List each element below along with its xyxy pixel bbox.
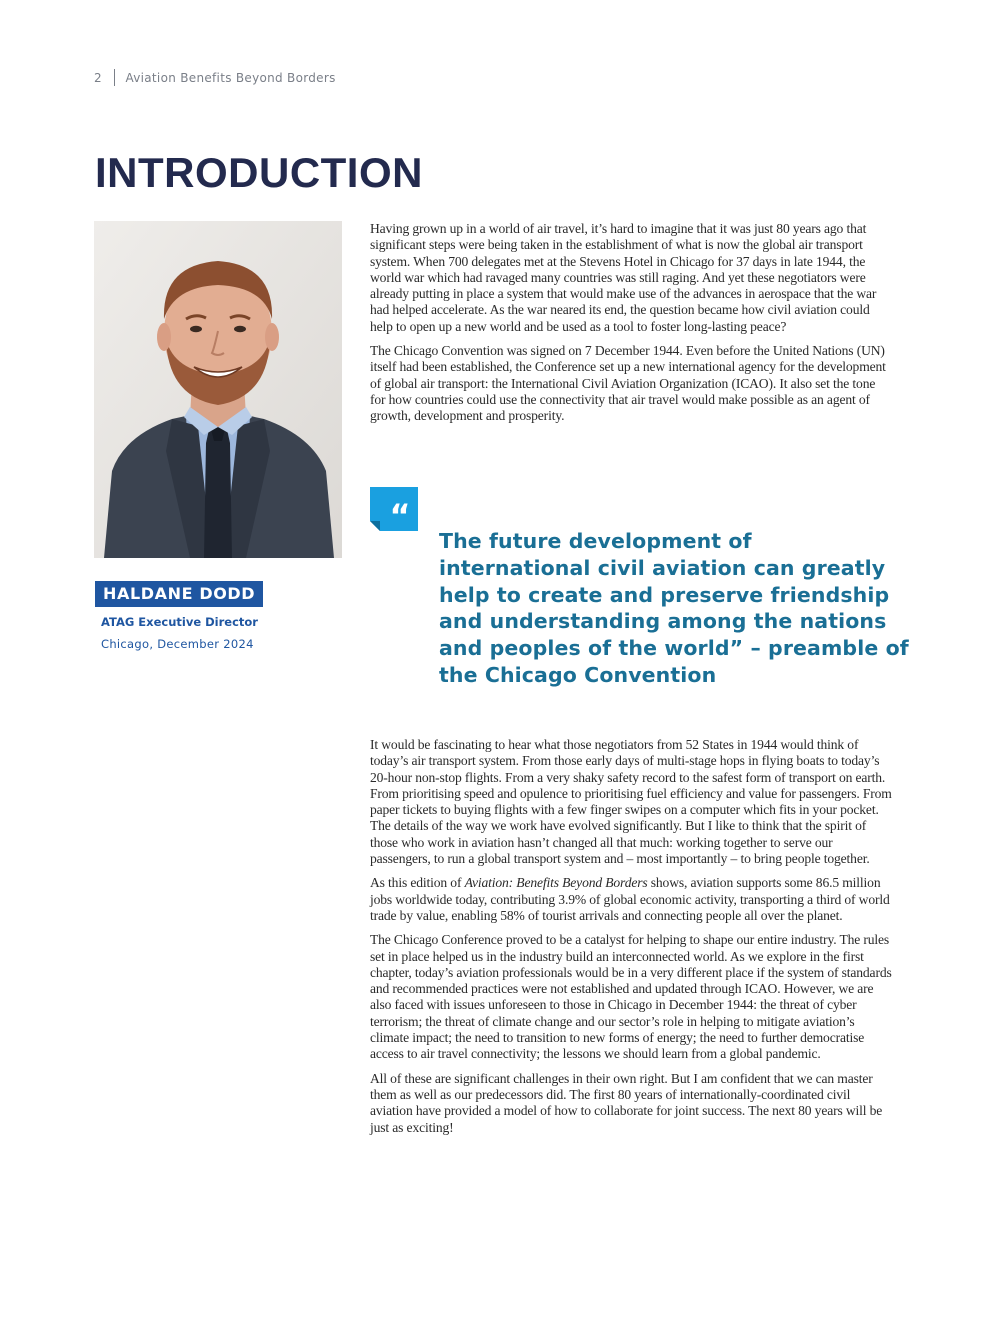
body-paragraph-2-lead: As this edition of [370, 875, 465, 891]
running-title: Aviation Benefits Beyond Borders [125, 70, 336, 85]
pull-quote: The future development of international civil aviation can greatly help to create and preserve friendship and understanding among the nations and peoples of the world” – preamble of the Chicago Convention [439, 529, 909, 687]
intro-paragraph-2: The Chicago Convention was signed on 7 December 1944. Even before the United Nations (UN) itself had been established, the Conference set up a new international agency for the development of global air transport: the International Civil Aviation Organization (ICAO). It also set the tone for how countries could use the connectivity that air travel would make possible as an agent of growth, development and prosperity. [370, 343, 886, 424]
body-paragraph-1: It would be fascinating to hear what those negotiators from 52 States in 1944 would think of today’s air transport system. From those early days of multi-stage hops in flying boats to today’s 20-hour non-stop flights. From a very shaky safety record to the safest form of transport on earth. From prioritising speed and opulence to prioritising fuel efficiency and value for passengers. From paper tickets to buying flights with a few finger swipes on a computer which fits in your pocket. The details of the way we work have evolved significantly. But I like to think that the spirit of those who work in aviation hasn’t changed all that much: working together to serve our passengers, to run a global transport system and – most importantly – to bring people together. [370, 737, 892, 867]
body-paragraph-2 [370, 875, 893, 924]
author-name: HALDANE DODD [95, 581, 263, 607]
publication-title: Aviation: Benefits Beyond Borders [464, 875, 648, 891]
body-paragraph-2-rest: shows, aviation supports some 86.5 million jobs worldwide today, contributing 3.9% of global economic activity, transporting a third of world trade by value, enabling 58% of tourist arrivals and connecting people all over the planet. [370, 875, 890, 923]
svg-text:“: “ [389, 497, 411, 531]
page-number: 2 [94, 70, 102, 85]
body-text [370, 737, 893, 1144]
body-paragraph-4: All of these are significant challenges in their own right. But I am confident that we can master them as well as our predecessors did. The first 80 years of internationally-coordinated civil aviation have provided a model of how to collaborate for joint success. The next 80 years will be just as exciting! [370, 1070, 883, 1135]
intro-text [370, 221, 893, 433]
body-paragraph-3: The Chicago Conference proved to be a catalyst for helping to shape our entire industry. The rules set in place helped us in the industry build an interconnected world. As we explore in the first chapter, today’s aviation professionals would be in a very different place if the system of standards and recommended practices were not established and updated through ICAO. However, we are also faced with issues unforeseen to those in Chicago in December 1944: the threat of cyber terrorism; the threat of climate change and our sector’s role in helping to mitigate aviation’s climate impact; the need to transition to new forms of energy; the need to further democratise access to air travel connectivity; the lessons we should learn from a global pandemic. [370, 932, 892, 1062]
quote-icon [370, 487, 418, 531]
author-portrait [94, 221, 342, 558]
page-header [94, 69, 336, 86]
author-role: ATAG Executive Director [101, 615, 258, 629]
header-divider [114, 69, 116, 86]
intro-paragraph-1: Having grown up in a world of air travel, it’s hard to imagine that it was just 80 years ago that significant steps were being taken in the establishment of what is now the global air transport system. When 700 delegates met at the Stevens Hotel in Chicago for 37 days in late 1944, the world war which had ravaged many countries was still raging. And yet these negotiators were already putting in place a system that would make use of the advances in aerospace that the war had helped accelerate. As the war neared its end, the question became how civil aviation could help to open up a new world and be used as a tool to foster long-lasting peace? [370, 221, 877, 334]
page-title: INTRODUCTION [95, 149, 423, 196]
author-place-date: Chicago, December 2024 [101, 637, 254, 651]
